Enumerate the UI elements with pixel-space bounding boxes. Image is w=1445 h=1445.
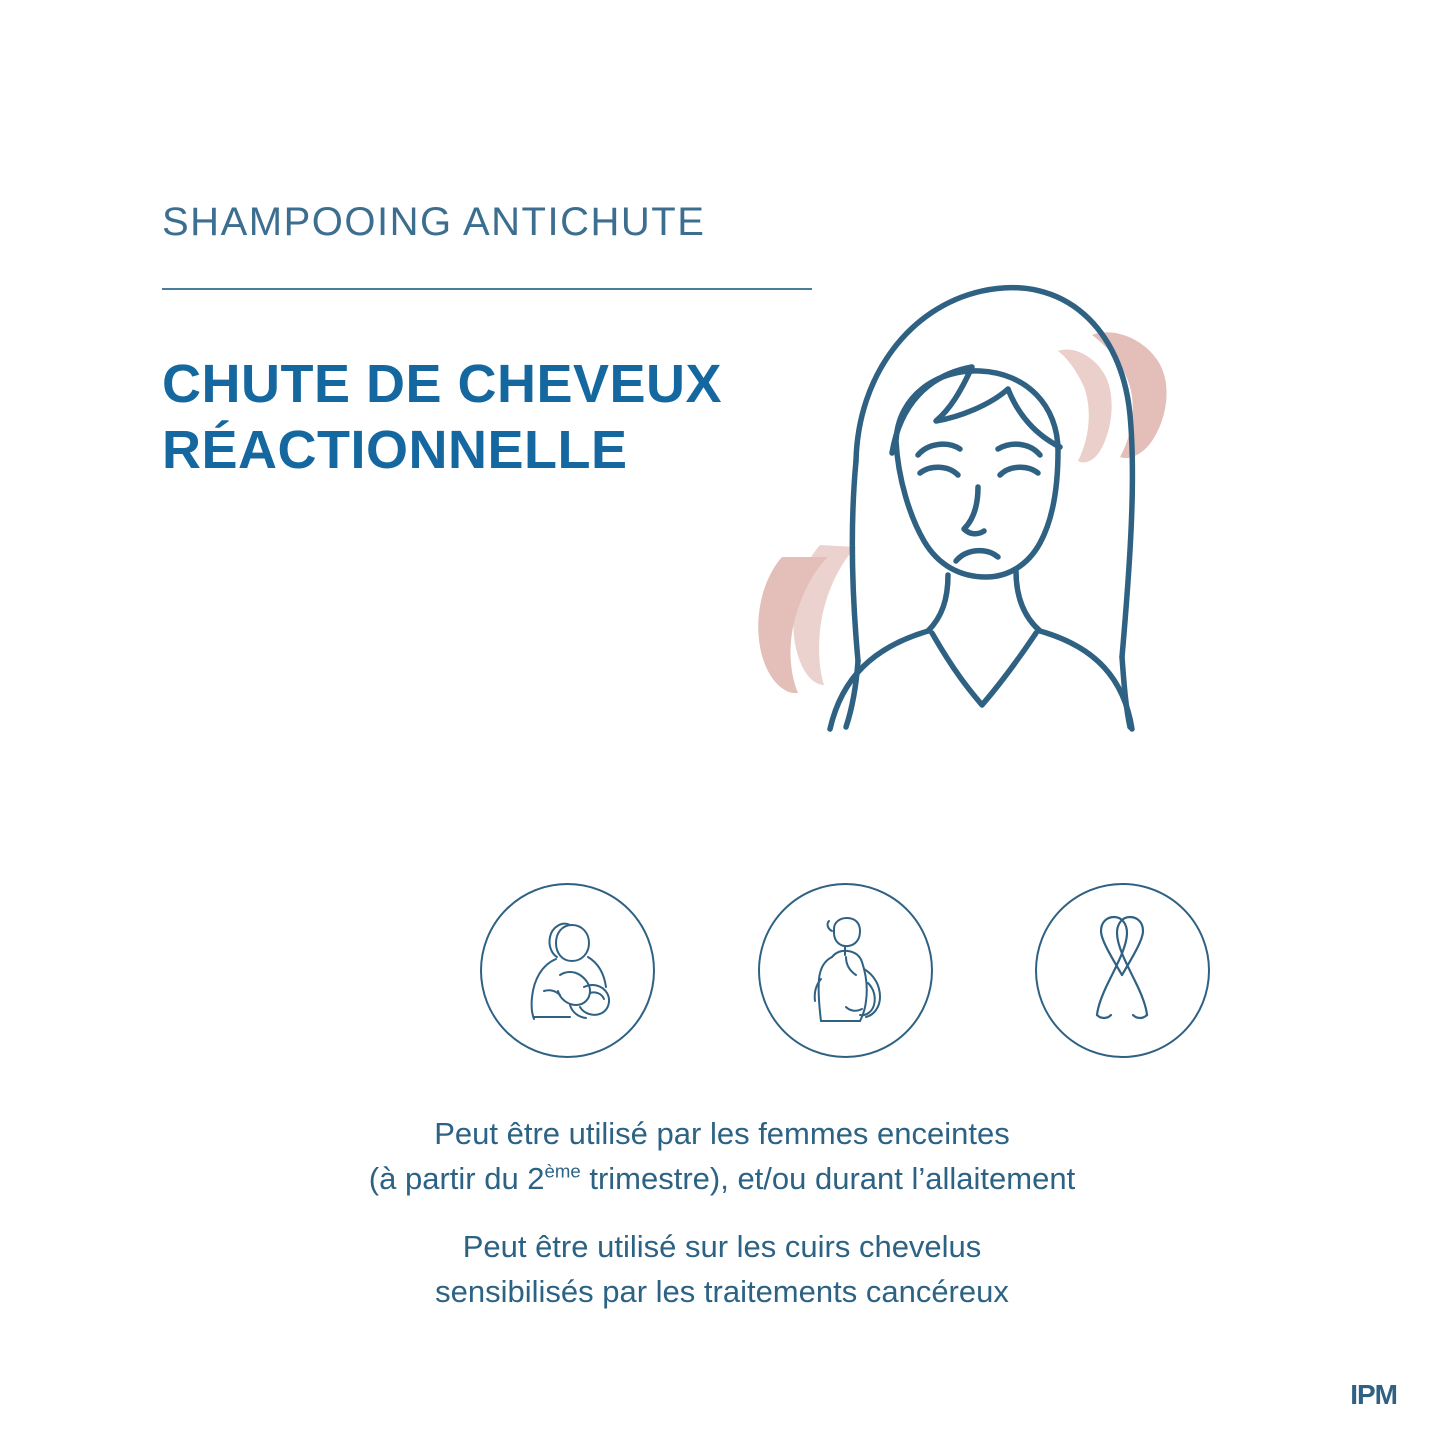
- nose: [964, 487, 984, 534]
- neck-left: [928, 575, 948, 631]
- caption-scalp: [172, 1225, 1272, 1315]
- woman-hair-loss-illustration: [660, 265, 1220, 765]
- page-title-line-2: RÉACTIONNELLE: [162, 419, 628, 480]
- breastfeeding-icon: [480, 883, 655, 1058]
- falling-hair-accent-left: [758, 545, 856, 693]
- caption-pregnancy: [172, 1112, 1272, 1202]
- brand-logo: IPM: [1350, 1379, 1397, 1410]
- caption-pregnancy-line-2: [172, 1157, 1272, 1202]
- caption-pregnancy-line-1: Peut être utilisé par les femmes enceintes: [434, 1116, 1010, 1151]
- shoulder-right: [1040, 631, 1132, 729]
- hair-strand-right: [1122, 657, 1130, 727]
- hair-fringe: [892, 367, 1060, 453]
- page-title-line-1: CHUTE DE CHEVEUX: [162, 354, 723, 414]
- eyebrow-right: [998, 444, 1040, 455]
- mouth: [956, 551, 998, 561]
- caption-scalp-line-1: Peut être utilisé sur les cuirs chevelus: [462, 1229, 982, 1264]
- benefit-icon-row: [480, 880, 1210, 1060]
- pregnant-woman-icon: [758, 883, 933, 1058]
- eyebrow-title: SHAMPOOING ANTICHUTE: [162, 200, 706, 244]
- caption-pregnancy-line-2-a: (à partir du 2: [368, 1160, 545, 1196]
- hair-strand-left: [846, 661, 858, 727]
- shoulder-left: [830, 631, 928, 729]
- caption-scalp-line-2: sensibilisés par les traitements cancéreux: [435, 1273, 1009, 1309]
- eyebrow-left: [918, 444, 960, 455]
- collar: [932, 633, 1036, 705]
- eye-left: [920, 467, 958, 475]
- awareness-ribbon-icon: [1035, 883, 1210, 1058]
- caption-pregnancy-line-2-b: trimestre), et/ou durant l’allaitement: [580, 1160, 1076, 1196]
- caption-pregnancy-ordinal: ème: [544, 1160, 581, 1182]
- neck-right: [1016, 571, 1040, 631]
- eye-right: [1000, 467, 1038, 475]
